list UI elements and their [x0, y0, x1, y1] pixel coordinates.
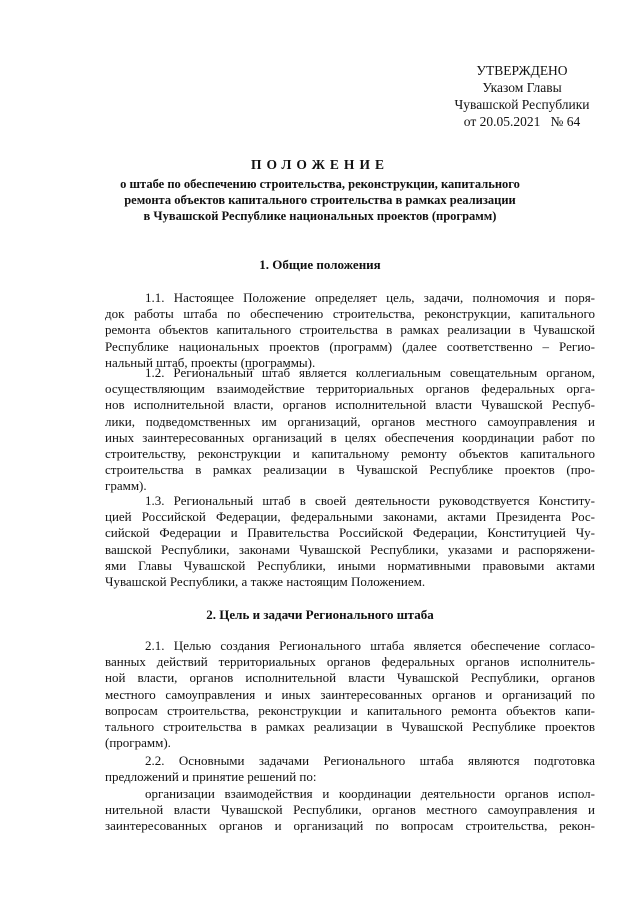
text-line: док работы штаба по обеспечению строительства, реконструкции, капитального — [105, 306, 595, 322]
approval-line: Указом Главы — [482, 80, 562, 95]
text-line: цией Российской Федерации, федеральными законами, актами Президента Рос- — [105, 509, 595, 525]
text-line: 2.2. Основными задачами Регионального штаба являются подготовка — [145, 753, 595, 768]
approval-line: Чувашской Республики — [454, 97, 590, 112]
approval-line: УТВЕРЖДЕНО — [476, 63, 568, 78]
text-line: тального строительства в рамках реализации в Чувашской Республике проектов — [105, 719, 595, 735]
text-line: лики, подведомственных им организаций, органов местного самоуправления и — [105, 413, 595, 429]
text-line: 2.1. Целью создания Регионального штаба является обеспечение согласо- — [145, 638, 595, 653]
text-line: сийской Федерации и Правительства Российской Федерации, Конституцией Чу- — [105, 525, 595, 541]
text-line: 1.3. Региональный штаб в своей деятельности руководствуется Конститу- — [145, 493, 595, 508]
text-line: вопросам строительства, реконструкции и капитального ремонта объектов капи- — [105, 702, 595, 718]
approval-line: от 20.05.2021 № 64 — [463, 114, 581, 129]
text-line: строительству, реконструкции и капитальному ремонту объектов капитального — [105, 446, 595, 462]
section-heading-2: 2. Цель и задачи Регионального штаба — [206, 607, 434, 622]
text-line: предложений и принятие решений по: — [105, 769, 317, 785]
text-line: нов исполнительной власти, органов исполнительной власти Чувашской Респуб- — [105, 397, 595, 413]
text-line: ной власти, органов исполнительной власти Чувашской Республики, органов — [105, 670, 595, 686]
subtitle-line: ремонта объектов капитального строительства в рамках реализации — [124, 193, 516, 207]
document-subtitle — [92, 176, 548, 224]
section-heading-1: 1. Общие положения — [259, 257, 381, 272]
text-line: ремонта объектов капитального строительства в рамках реализации в Чувашской — [105, 322, 595, 338]
text-line: Республике национальных проектов (программ) (далее соответственно – Регио- — [105, 338, 595, 354]
paragraph-1-1 — [105, 290, 595, 371]
text-line: осуществляющим взаимодействие территориальных органов федеральных орга- — [105, 381, 595, 397]
text-line: ванных действий территориальных органов федеральных органов исполнитель- — [105, 654, 595, 670]
text-line: нальный штаб, проекты (программы). — [105, 354, 316, 370]
document-title: ПОЛОЖЕНИЕ — [251, 157, 389, 172]
text-line: вашской Республики, законами Чувашской Республики, указами и распоряжени- — [105, 541, 595, 557]
text-line: грамм). — [105, 478, 147, 494]
text-line: (программ). — [105, 735, 171, 751]
text-line: организации взаимодействия и координации деятельности органов испол- — [145, 786, 595, 801]
text-line: иных заинтересованных организаций в целях обеспечения координации работ по — [105, 429, 595, 445]
text-line: заинтересованных органов и организаций по вопросам строительства, рекон- — [105, 818, 595, 834]
paragraph-1-2 — [105, 365, 595, 495]
paragraph-1-3 — [105, 493, 595, 590]
text-line: ями Главы Чувашской Республики, иными нормативными правовыми актами — [105, 557, 595, 573]
paragraph-2-1 — [105, 638, 595, 751]
text-line: нительной власти Чувашской Республики, органов местного самоуправления и — [105, 802, 595, 818]
paragraph-2-2 — [105, 753, 595, 785]
subtitle-line: о штабе по обеспечению строительства, реконструкции, капитального — [120, 177, 520, 191]
text-line: строительства в рамках реализации в Чувашской Республике проектов (про- — [105, 462, 595, 478]
text-line: 1.1. Настоящее Положение определяет цель, задачи, полномочия и поря- — [145, 290, 595, 305]
text-line: 1.2. Региональный штаб является коллегиальным совещательным органом, — [145, 365, 595, 380]
paragraph-2-2-item — [105, 786, 595, 835]
text-line: Чувашской Республики, а также настоящим Положением. — [105, 574, 426, 590]
approval-stamp — [432, 62, 612, 130]
text-line: местного самоуправления и иных заинтересованных органов и организаций по — [105, 686, 595, 702]
subtitle-line: в Чувашской Республике национальных проектов (программ) — [143, 209, 497, 223]
